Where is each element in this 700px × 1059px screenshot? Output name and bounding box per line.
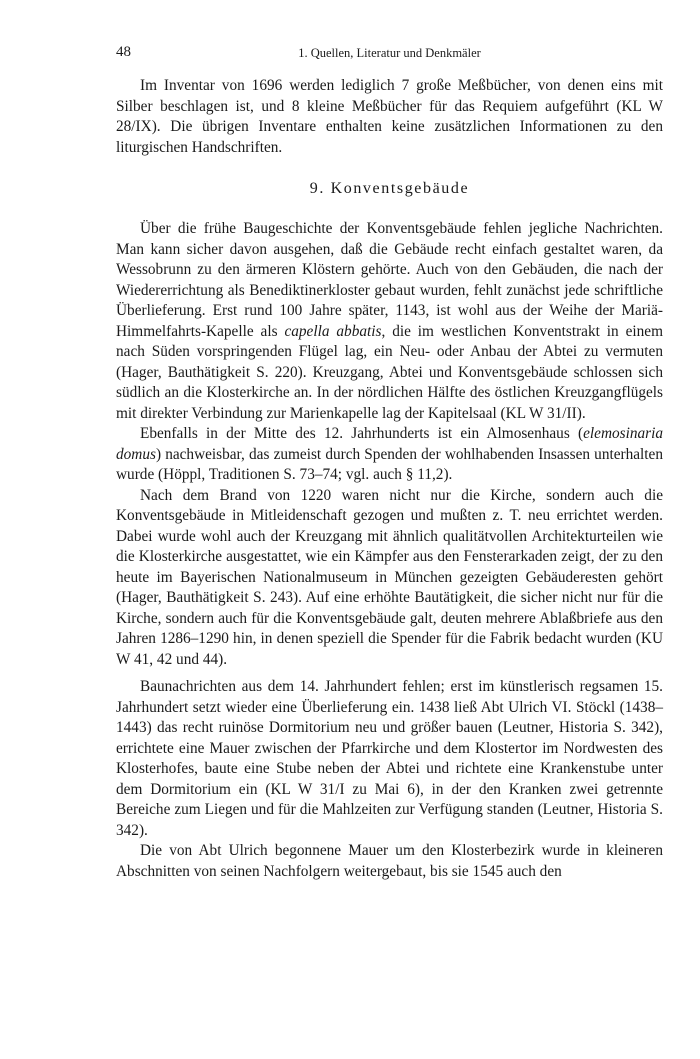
paragraph-text: Über die frühe Baugeschichte der Konventsgebäude fehlen jegliche Nachrichten. Man kann sicher davon ausgehen, daß die Gebäude recht einfach gestaltet waren, da Wessobrunn zu den ärmeren Klöstern gehörte. Auch von den Gebäuden, die nach der Wiedererrichtung als Benediktinerkloster gebaut wurden, fehlt zunächst jede schriftliche Überlieferung. Erst rund 100 Jahre später, 1143, ist wohl aus der Weihe der Mariä-Himmelfahrts-Kapelle als [116,220,663,340]
running-title: 1. Quellen, Literatur und Denkmäler [298,46,481,60]
document-page [116,44,663,882]
section-heading: 9. Konventsgebäude [309,180,470,197]
page-number: 48 [116,44,131,60]
paragraph-text: ) nachweisbar, das zumeist durch Spenden der wohlhabenden Insassen unterhalten wurde (Höppl, Traditionen S. 73–74; vgl. auch § 11,2). [116,445,663,483]
paragraph-baugeschichte [116,219,663,424]
paragraph-15-jahrhundert: Baunachrichten aus dem 14. Jahrhundert fehlen; erst im künstlerisch regsamen 15. Jahrhundert setzt wieder eine Überlieferung ein. 1438 ließ Abt Ulrich VI. Stöckl (1438–1443) das recht ruinöse Dormitorium neu und größer bauen (Leutner, Historia S. 342), errichtete eine Mauer zwischen der Pfarrkirche und dem Klostertor im Nordwesten des Klosterhofes, baute eine Stube neben der Abtei und richtete eine Krankenstube unter dem Dormitorium ein (KL W 31/I zu Mai 6), in der den Kranken zwei getrennte Bereiche zum Liegen und für die Mahlzeiten zur Verfügung standen (Leutner, Historia S. 342). [116,678,663,839]
running-header [116,44,663,66]
paragraph-inventar: Im Inventar von 1696 werden lediglich 7 große Meßbücher, von denen eins mit Silber beschlagen ist, und 8 kleine Meßbücher für das Requiem aufgeführt (KL W 28/IX). Die übrigen Inventare enthalten keine zusätzlichen Informationen zu den liturgischen Handschriften. [116,77,663,156]
latin-term: elemosinaria domus [116,425,663,463]
latin-term: capella abbatis [284,322,382,340]
paragraph-almosenhaus [116,424,663,486]
paragraph-text: , die im westlichen Konventstrakt in einem nach Süden vorspringenden Flügel lag, ein Neu- oder Anbau der Abtei zu vermuten (Hager, Bauthätigkeit S. 220). Kreuzgang, Abtei und Konventsgebäude schlossen sich südlich an die Klosterkirche an. In der nördlichen Hälfte des östlichen Kreuzgangflügels mit direkter Verbindung zur Marienkapelle lag der Kapitelsaal (KL W 31/II). [116,322,663,422]
paragraph-mauer: Die von Abt Ulrich begonnene Mauer um den Klosterbezirk wurde in kleineren Abschnitten von seinen Nachfolgern weitergebaut, bis sie 1545 auch den [116,842,663,880]
paragraph-brand-1220: Nach dem Brand von 1220 waren nicht nur die Kirche, sondern auch die Konventsgebäude in Mitleidenschaft gezogen und mußten z. T. neu errichtet werden. Dabei wurde wohl auch der Kreuzgang mit ähnlich qualitätvollen Architekturteilen wie die Klosterkirche ausgestattet, wie ein Kämpfer aus den Fensterarkaden zeigt, der zu den heute im Bayerischen Nationalmuseum in München gezeigten Gebäuderesten gehört (Hager, Bauthätigkeit S. 243). Auf eine erhöhte Bautätigkeit, die sicher nicht nur für die Kirche, sondern auch für die Konventsgebäude galt, deuten mehrere Ablaßbriefe aus den Jahren 1286–1290 hin, in denen speziell die Spender für die Fabrik bedacht wurden (KU W 41, 42 und 44). [116,486,663,668]
paragraph-text: Ebenfalls in der Mitte des 12. Jahrhunderts ist ein Almosenhaus ( [140,425,584,442]
